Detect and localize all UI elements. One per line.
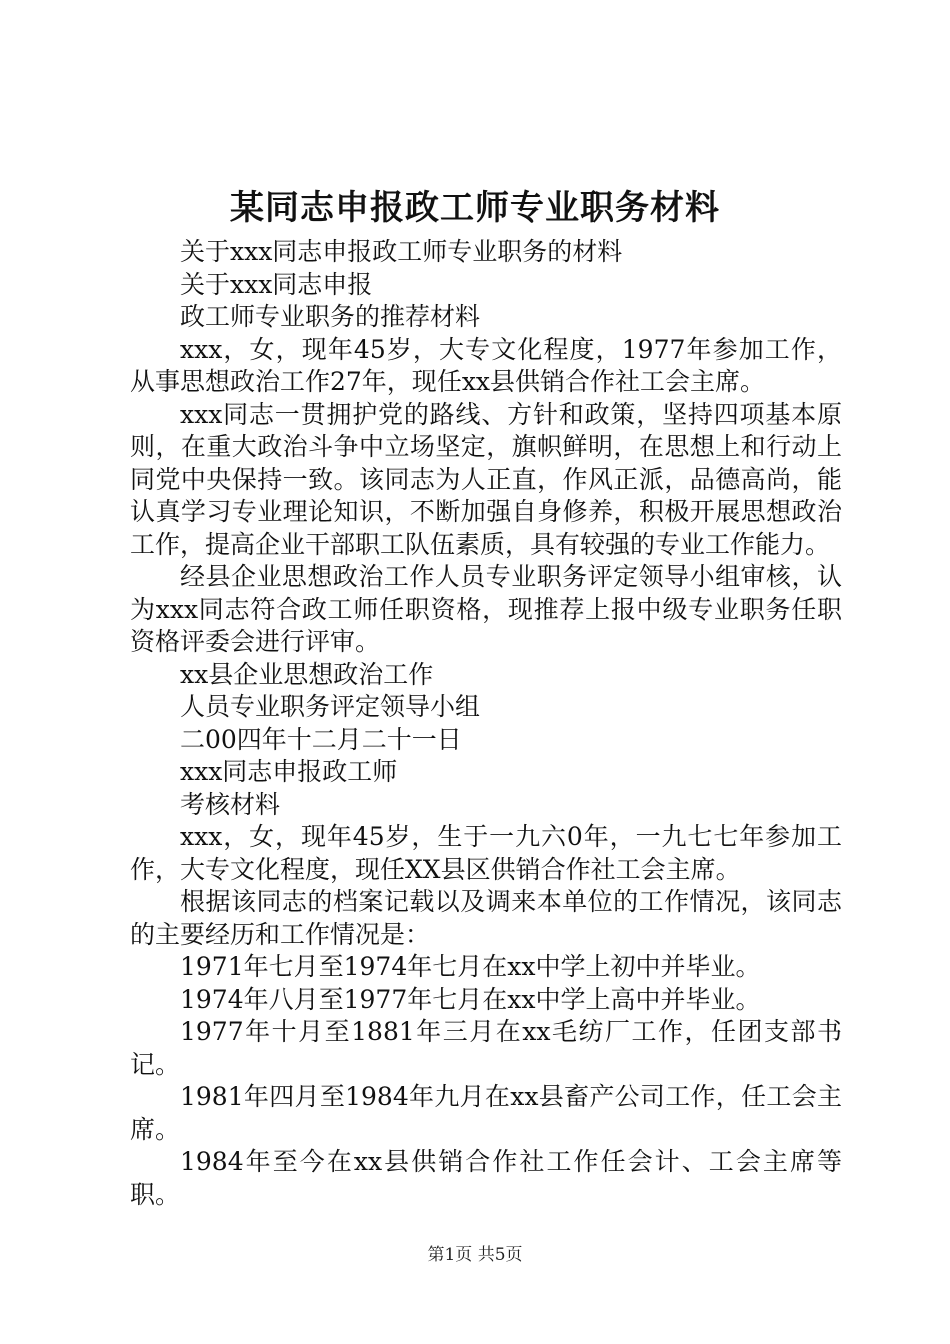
paragraph: 根据该同志的档案记载以及调来本单位的工作情况，该同志的主要经历和工作情况是： [130,887,842,949]
paragraph: 考核材料 [180,789,281,819]
paragraph: 二00四年十二月二十一日 [180,724,462,754]
paragraph: xxx，女，现年45岁，大专文化程度，1977年参加工作，从事思想政治工作27年，现任xx县供销合作社工会主席。 [130,334,842,396]
paragraph: 1977年十月至1881年三月在xx毛纺厂工作，任团支部书记。 [130,1017,842,1079]
paragraph: xxx同志一贯拥护党的路线、方针和政策，坚持四项基本原则，在重大政治斗争中立场坚定，旗帜鲜明，在思想上和行动上同党中央保持一致。该同志为人正直，作风正派，品德高尚，能认真学习专业理论知识，不断加强自身修养，积极开展思想政治工作，提高企业干部职工队伍素质，具有较强的专业工作能力。 [130,399,842,559]
paragraph: xx县企业思想政治工作 [180,659,434,689]
paragraph: 1981年四月至1984年九月在xx县畜产公司工作，任工会主席。 [130,1082,842,1144]
page-number-footer: 第1页 共5页 [427,1245,523,1265]
paragraph: xxx，女，现年45岁，生于一九六0年，一九七七年参加工作，大专文化程度，现任XX县区供销合作社工会主席。 [130,822,842,884]
paragraph: 1984年至今在xx县供销合作社工作任会计、工会主席等职。 [130,1147,842,1209]
paragraph: 政工师专业职务的推荐材料 [180,302,481,331]
paragraph: 经县企业思想政治工作人员专业职务评定领导小组审核，认为xxx同志符合政工师任职资格，现推荐上报中级专业职务任职资格评委会进行评审。 [130,562,842,656]
paragraph: 1974年八月至1977年七月在xx中学上高中并毕业。 [180,984,761,1014]
paragraph: xxx同志申报政工师 [180,757,398,786]
paragraph: 人员专业职务评定领导小组 [180,692,481,721]
document-title: 某同志申报政工师专业职务材料 [230,188,720,228]
document-body [130,236,842,1211]
paragraph: 关于xxx同志申报 [180,269,373,299]
paragraph: 1971年七月至1974年七月在xx中学上初中并毕业。 [180,952,761,981]
paragraph: 关于xxx同志申报政工师专业职务的材料 [180,237,623,266]
